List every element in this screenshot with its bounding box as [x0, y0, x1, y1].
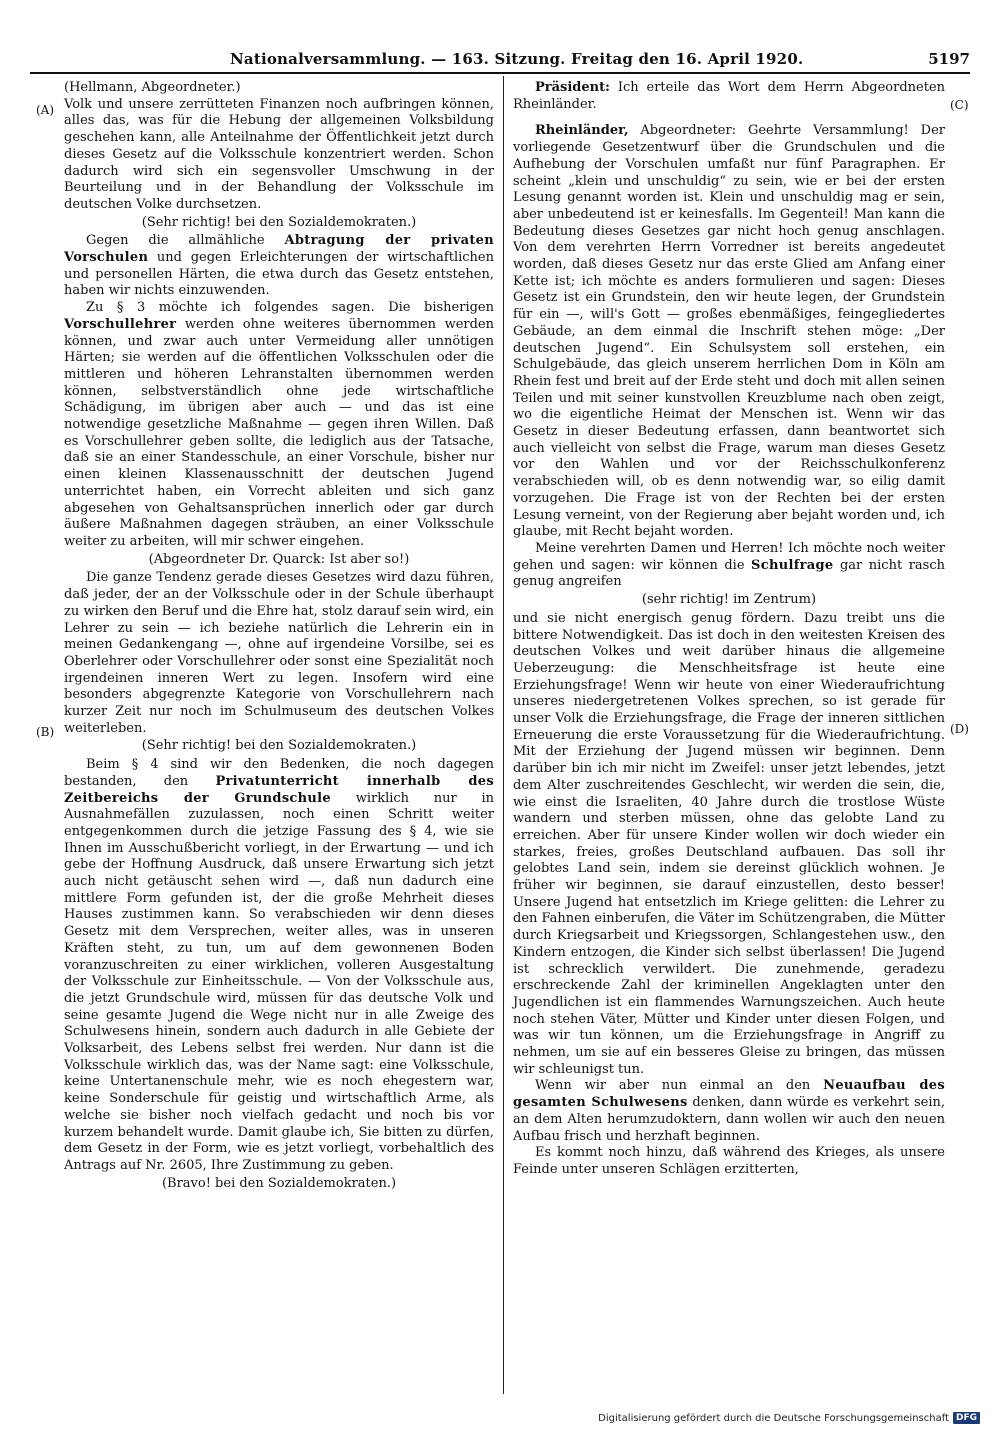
- margin-marker-d: (D): [950, 722, 969, 736]
- page-header: [30, 44, 970, 74]
- interjection: (Bravo! bei den Sozialdemokraten.): [161, 1175, 397, 1191]
- speaker-name: Präsident:: [535, 80, 610, 95]
- left-column: [64, 80, 494, 1194]
- emphasis: Abtragung der privaten Vorschulen: [64, 233, 494, 266]
- paragraph: und sie nicht energisch genug fördern. Dazu treibt uns die bittere Notwendigkeit. Das ist doch in den weitesten Kreisen des deutschen Volkes und weit darüber hinaus die allgemeine Ueberzeugung: die Menschheitsfrage ist heute eine Erziehungsfrage! Wenn wir heute von einer Wiederaufrichtung unseres niedergetretenen Volkes sprechen, so ist gerade für unser Volk die Erziehungsfrage, die Frage der inneren sittlichen Erneuerung die erste Voraussetzung für die Wiederaufrichtung. Mit der Erziehung der Jugend müssen wir beginnen. Denn darüber bin ich mir nicht im Zweifel: unser jetzt lebendes, jetzt dem Alter zuschreitendes Geschlecht, wir werden die sein, die, wie einst die Israeliten, 40 Jahre durch die trostlose Wüste wandern und sterben müssen, ohne das gelobte Land zu erreichen. Aber für unsere Kinder wollen wir doch wieder ein starkes, freies, großes Deutschland aufbauen. Das soll ihr gelobtes Land sein, indem sie dereinst glücklich wohnen. Je früher wir beginnen, sie darauf einzustellen, desto besser! Unsere Jugend hat entsetzlich im Kriege gelitten: die Lehrer zu den Fahnen einberufen, die Väter im Schützengraben, die Mütter durch Kriegsarbeit und Kriegssorgen, Schlangestehen usw., den Kindern entzogen, die Kinder sich selbst überlassen! Die Jugend ist schrecklich verwildert. Die zunehmende, geradezu erschreckende Zahl der kriminellen Angeklagten unter den Jugendlichen ist ein flammendes Warnungszeichen. Auch heute noch stehen Väter, Mütter und Kinder unter diesen Folgen, und was wir tun können, um die Erziehungsfrage in Angriff zu nehmen, um sie auf ein besseres Gleise zu bringen, das müssen wir schleunigst tun.: [513, 610, 945, 1077]
- paragraph: Zu § 3 möchte ich folgendes sagen. Die bisherigen Vorschullehrer werden ohne weiteres übernommen werden können, und zwar auch unter Vermeidung aller unnötigen Härten; sie werden auf die öffentlichen Volksschulen oder die mittleren und höheren Lehranstalten übernommen werden können, selbstverständlich ohne jede wirtschaftliche Schädigung, im übrigen aber auch — und das ist eine notwendige gesetzliche Maßnahme — gegen ihren Willen. Daß es Vorschullehrer geben sollte, die lediglich aus der Tatsache, daß sie an einer Standesschule, an einer Vorschule, bisher nur einen kleinen Klassenausschnitt der deutschen Jugend unterrichtet haben, ein Vorrecht ableiten und sich ganz abgesehen von Gehaltsansprüchen innerlich oder gar durch äußere Maßnahmen dagegen sträuben, an einer Volksschule weiter zu arbeiten, will mir schwer eingehen.: [64, 300, 494, 549]
- right-column: [513, 80, 945, 1179]
- dfg-logo: DFG: [953, 1412, 980, 1424]
- page-number: 5197: [928, 50, 970, 68]
- emphasis: Vorschullehrer: [64, 316, 177, 332]
- interjection: (sehr richtig! im Zentrum): [641, 592, 817, 608]
- column-divider: [503, 76, 504, 1394]
- paragraph: Volk und unsere zerrütteten Finanzen noch aufbringen können, alles das, was für die Hebung der allgemeinen Volksbildung geschehen kann, alle Anteilnahme der Öffentlichkeit jetzt durch dieses Gesetz auf die Volksschule konzentriert werden. Schon dadurch wird sich ein segensvoller Umschwung in der Beurteilung und in der Behandlung der Volksschule im deutschen Volke durchsetzen.: [64, 96, 494, 212]
- paragraph: Rheinländer, Abgeordneter: Geehrte Versammlung! Der vorliegende Gesetzentwurf über die Grundschulen und die Aufhebung der Vorschulen umfaßt nur fünf Paragraphen. Er scheint „klein und unschuldig“ zu sein, wie er bei der ersten Lesung genannt worden ist. Klein und unschuldig mag er sein, aber unbedeutend ist er keinesfalls. Im Gegenteil! Man kann die Bedeutung dieses Gesetzes gar nicht hoch genug anschlagen. Von dem verehrten Herrn Vorredner ist bereits angedeutet worden, daß dieses Gesetz nur das erste Glied am Anfang einer Kette ist; ich möchte es anders formulieren und sagen: Dieses Gesetz ist ein Grundstein, den wir heute legen, der Grundstein für ein —, will's Gott — großes ebenmäßiges, feingegliedertes Gebäude, an dem einmal die Inschrift stehen möge: „Der deutschen Jugend“. Ein Schulsystem soll erstehen, ein Schulgebäude, das gleich unserem herrlichen Dom in Köln am Rhein fest und breit auf der Erde steht und doch mit allen seinen Teilen und mit seiner kunstvollen Kreuzblume nach oben zeigt, wo die eigentliche Heimat der Menschen ist. Wenn wir das Gesetz in dieser Bedeutung erfassen, dann beantwortet sich auch vielleicht von selbst die Frage, warum man dieses Gesetz vor den Wahlen und vor der Reichsschulkonferenz verabschieden will, ob es denn notwendig war, so eilig damit vorzugehen. Die Frage ist von der Rechten bei der ersten Lesung verneint, von der Regierung aber bejaht worden und, ich glaube, mit Recht bejaht worden.: [513, 123, 945, 540]
- emphasis: Schulfrage: [751, 557, 834, 573]
- paragraph: Wenn wir aber nun einmal an den Neuaufbau des gesamten Schulwesens denken, dann würde es verkehrt sein, an dem Alten herumzudoktern, dann wollen wir auch den neuen Aufbau frisch und herzhaft beginnen.: [513, 1078, 946, 1144]
- speaker-name: Rheinländer,: [535, 123, 629, 139]
- header-title: Nationalversammlung. — 163. Sitzung. Freitag den 16. April 1920.: [230, 50, 804, 68]
- paragraph: Die ganze Tendenz gerade dieses Gesetzes wird dazu führen, daß jeder, der an der Volksschule oder in der Schule überhaupt zu wirken den Beruf und die Ehre hat, stolz darauf sein wird, ein Lehrer zu sein — ich beziehe natürlich die Lehrerin ein in meinen Gedankengang —, ohne auf irgendeine Vorsilbe, sei es Oberlehrer oder Vorschullehrer oder sonst eine Spezialität noch irgendeinen inneren Wert zu legen. Insofern wird eine besonders abgegrenzte Kategorie von Vorschullehrern nach kurzer Zeit nur noch im Schulmuseum des deutschen Volkes weiterleben.: [64, 570, 494, 736]
- speaker-note: (Hellmann, Abgeordneter.): [64, 80, 241, 95]
- interjection: (Abgeordneter Dr. Quarck: Ist aber so!): [148, 551, 410, 567]
- paragraph: Meine verehrten Damen und Herren! Ich möchte noch weiter gehen und sagen: wir können die Schulfrage gar nicht rasch genug angreifen: [513, 540, 945, 590]
- paragraph: Es kommt noch hinzu, daß während des Krieges, als unsere Feinde unter unseren Schlägen erzitterten,: [513, 1145, 945, 1177]
- paragraph: Präsident: Ich erteile das Wort dem Herrn Abgeordneten Rheinländer.: [513, 80, 945, 112]
- margin-marker-a: (A): [36, 103, 55, 117]
- emphasis: Privatunterricht innerhalb des Zeitbereichs der Grundschule: [64, 773, 494, 806]
- margin-marker-b: (B): [36, 725, 55, 739]
- interjection: (Sehr richtig! bei den Sozialdemokraten.): [141, 738, 417, 754]
- interjection: (Sehr richtig! bei den Sozialdemokraten.): [141, 214, 417, 230]
- emphasis: Neuaufbau des gesamten Schulwesens: [513, 1078, 946, 1111]
- footer: [598, 1412, 980, 1424]
- margin-marker-c: (C): [950, 98, 969, 112]
- paragraph: Beim § 4 sind wir den Bedenken, die noch dagegen bestanden, den Privatunterricht innerhalb des Zeitbereichs der Grundschule wirklich nur in Ausnahmefällen zuzulassen, noch einen Schritt weiter entgegenkommen durch die jetzige Fassung des § 4, wie sie Ihnen im Ausschußbericht vorliegt, in der Erwartung — und ich gebe der Hoffnung Ausdruck, daß unsere Erwartung sich jetzt auch nicht getäuscht sehen wird —, daß nun dadurch eine mittlere Form gefunden ist, der die große Mehrheit dieses Hauses zustimmen kann. So verabschieden wir denn dieses Gesetz mit dem Versprechen, weiter alles, was in unseren Kräften steht, zu tun, um auf dem gewonnenen Boden voranzuschreiten zu einer wirklichen, volleren Ausgestaltung der Volksschule zur Einheitsschule. — Von der Volksschule aus, die jetzt Grundschule wird, müssen für das deutsche Volk und seine gesamte Jugend die Wege nicht nur in alle Zweige des Schulwesens hinein, sondern auch dadurch in alle Gebiete der Volksarbeit, des Lebens selbst frei werden. Nur dann ist die Volksschule wirklich das, was der Name sagt: eine Volksschule, keine Untertanenschule mehr, wie es noch ehegestern war, keine Sonderschule für geistig und wirtschaftlich Arme, als welche sie bisher noch vielfach gedacht und noch bis vor kurzem behandelt wurde. Damit glaube ich, Sie bitten zu dürfen, dem Gesetz in der Form, wie es jetzt vorliegt, vorbehaltlich des Antrags auf Nr. 2605, Ihre Zustimmung zu geben.: [64, 757, 495, 1173]
- paragraph: Gegen die allmähliche Abtragung der privaten Vorschulen und gegen Erleichterungen der wirtschaftlichen und personellen Härten, die etwa durch das Gesetz entstehen, haben wir nichts einzuwenden.: [64, 233, 494, 299]
- footer-text: Digitalisierung gefördert durch die Deutsche Forschungsgemeinschaft: [598, 1412, 949, 1424]
